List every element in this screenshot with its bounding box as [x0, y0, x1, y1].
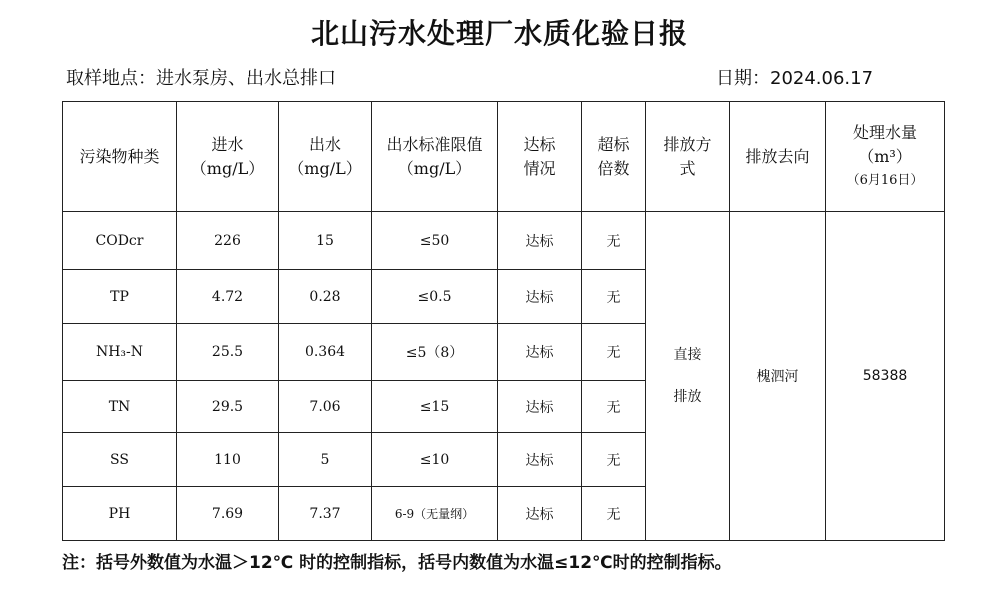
effluent-value: 7.06: [279, 381, 372, 433]
header-row: [63, 102, 945, 212]
status-value: 达标: [498, 270, 582, 324]
effluent-value: 0.28: [279, 270, 372, 324]
header-pollutant: 污染物种类: [63, 102, 177, 212]
limit-value: ≤5（8）: [372, 324, 498, 381]
status-value: 达标: [498, 324, 582, 381]
header-method: 排放方 式: [646, 102, 730, 212]
report-title: 北山污水处理厂水质化验日报: [310, 17, 688, 50]
pollutant-name: CODcr: [63, 212, 177, 270]
limit-value: ≤50: [372, 212, 498, 270]
effluent-value: 7.37: [279, 487, 372, 541]
exceed-value: 无: [582, 487, 646, 541]
exceed-value: 无: [582, 381, 646, 433]
status-value: 达标: [498, 381, 582, 433]
exceed-value: 无: [582, 324, 646, 381]
table-row: [63, 212, 945, 270]
header-limit: 出水标准限值 （mg/L）: [372, 102, 498, 212]
status-value: 达标: [498, 433, 582, 487]
effluent-value: 0.364: [279, 324, 372, 381]
header-destination: 排放去向: [730, 102, 826, 212]
status-value: 达标: [498, 487, 582, 541]
influent-value: 110: [177, 433, 279, 487]
limit-value: ≤0.5: [372, 270, 498, 324]
exceed-value: 无: [582, 212, 646, 270]
exceed-value: 无: [582, 433, 646, 487]
status-value: 达标: [498, 212, 582, 270]
limit-value: ≤15: [372, 381, 498, 433]
influent-value: 29.5: [177, 381, 279, 433]
influent-value: 7.69: [177, 487, 279, 541]
report-date: 日期：2024.06.17: [716, 68, 874, 89]
footnote: 注：括号外数值为水温＞12℃ 时的控制指标，括号内数值为水温≤12℃时的控制指标。: [62, 553, 732, 573]
pollutant-name: TN: [63, 381, 177, 433]
pollutant-name: TP: [63, 270, 177, 324]
header-exceed: 超标 倍数: [582, 102, 646, 212]
influent-value: 4.72: [177, 270, 279, 324]
sampling-location: 取样地点：进水泵房、出水总排口: [66, 68, 336, 89]
treated-volume: 58388: [826, 212, 945, 541]
pollutant-name: SS: [63, 433, 177, 487]
exceed-value: 无: [582, 270, 646, 324]
water-quality-table: [62, 101, 945, 541]
pollutant-name: PH: [63, 487, 177, 541]
effluent-value: 15: [279, 212, 372, 270]
header-influent: 进水 （mg/L）: [177, 102, 279, 212]
header-volume: 处理水量 （m³） （6月16日）: [826, 102, 945, 212]
discharge-destination: 槐泗河: [730, 212, 826, 541]
header-effluent: 出水 （mg/L）: [279, 102, 372, 212]
influent-value: 25.5: [177, 324, 279, 381]
discharge-method: 直接 排放: [646, 212, 730, 541]
influent-value: 226: [177, 212, 279, 270]
pollutant-name: NH₃-N: [63, 324, 177, 381]
limit-value: ≤10: [372, 433, 498, 487]
header-status: 达标 情况: [498, 102, 582, 212]
effluent-value: 5: [279, 433, 372, 487]
limit-value: 6-9（无量纲）: [372, 487, 498, 541]
